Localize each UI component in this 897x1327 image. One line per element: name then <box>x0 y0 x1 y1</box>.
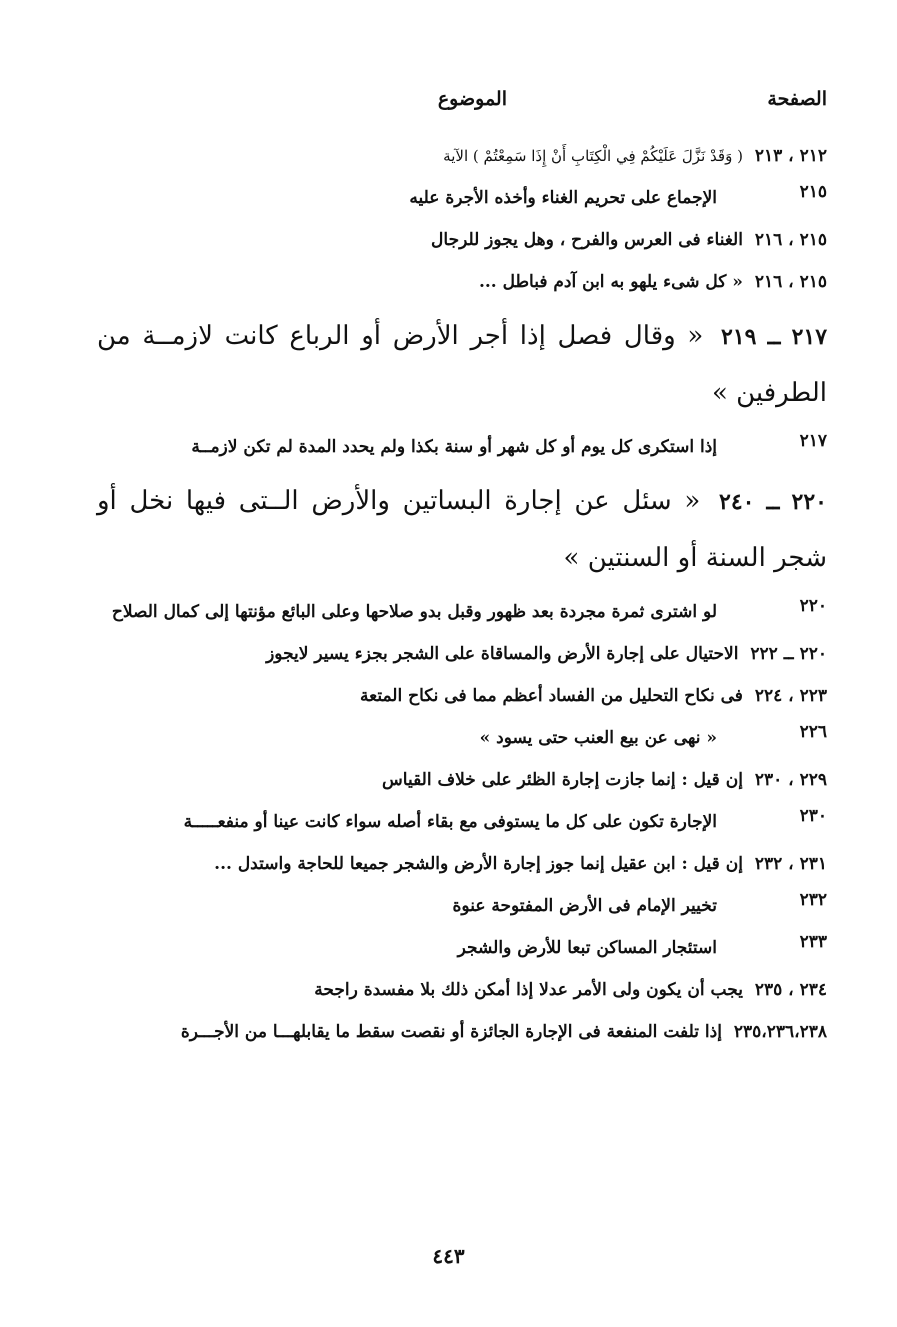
entry-pages: ٢١٥ <box>799 182 827 202</box>
index-entry <box>97 890 827 922</box>
entry-pages: ٢٢٠ ــ ٢٢٢ <box>750 644 827 664</box>
entry-text: الإجماع على تحريم الغناء وأخذه الأجرة عليه <box>409 188 717 208</box>
index-entry <box>97 680 827 712</box>
entry-pages: ٢١٥ ، ٢١٦ <box>754 230 827 250</box>
entry-pages: ٢٢٣ ، ٢٢٤ <box>754 686 827 706</box>
index-entry <box>97 224 827 256</box>
entry-text: « كل شىء يلهو به ابن آدم فباطل ... <box>478 272 743 292</box>
entry-pages: ٢٣٢ <box>799 890 827 910</box>
index-entry <box>97 182 827 214</box>
index-entry <box>97 596 827 628</box>
entry-text: إذا استكرى كل يوم أو كل شهر أو سنة بكذا ولم يحدد المدة لم تكن لازمــة <box>191 437 717 457</box>
entry-pages: ٢٣١ ، ٢٣٢ <box>754 854 827 874</box>
entry-pages: ٢٢٩ ، ٢٣٠ <box>754 770 827 790</box>
entry-text: « نهى عن بيع العنب حتى يسود » <box>479 728 717 748</box>
entry-text: الغناء فى العرس والفرح ، وهل يجوز للرجال <box>431 230 743 250</box>
index-entry <box>97 308 827 421</box>
entry-text: ( وَقَدْ نَزَّلَ عَلَيْكُمْ فِي الْكِتَابِ أَنْ إِذَا سَمِعْتُمْ ) الآية <box>443 147 743 165</box>
index-entry <box>97 848 827 880</box>
entry-text: « وقال فصل إذا أجر الأرض أو الرباع كانت لازمــة من الطرفين » <box>97 321 827 408</box>
entry-text: الاحتيال على إجارة الأرض والمساقاة على الشجر بجزء يسير لايجوز <box>266 644 739 664</box>
index-entry <box>97 932 827 964</box>
entry-text: الإجارة تكون على كل ما يستوفى مع بقاء أصله سواء كانت عينا أو منفعـــــة <box>183 812 717 832</box>
topic-column-label: الموضوع <box>437 88 507 110</box>
index-entry <box>97 266 827 298</box>
entry-pages: ٢٢٠ ــ ٢٤٠ <box>719 489 827 515</box>
index-entry <box>97 764 827 796</box>
index-entry <box>97 1016 827 1048</box>
entry-pages: ٢١٧ <box>799 431 827 451</box>
entry-pages: ٢١٧ ــ ٢١٩ <box>721 324 828 350</box>
index-entry <box>97 722 827 754</box>
index-entry <box>97 638 827 670</box>
page-column-label: الصفحة <box>767 88 827 110</box>
entry-pages: ٢٣٣ <box>799 932 827 952</box>
entry-text: « سئل عن إجارة البساتين والأرض الــتى فيها نخل أو شجر السنة أو السنتين » <box>97 486 827 573</box>
index-entry <box>97 974 827 1006</box>
index-entries <box>97 140 827 1058</box>
entry-pages: ٢١٥ ، ٢١٦ <box>754 272 827 292</box>
index-entry <box>97 140 827 172</box>
entry-pages: ٢١٢ ، ٢١٣ <box>754 146 827 166</box>
index-entry <box>97 473 827 586</box>
entry-pages: ٢٣٥،٢٣٦،٢٣٨ <box>733 1022 827 1042</box>
entry-text: فى نكاح التحليل من الفساد أعظم مما فى نكاح المتعة <box>360 686 743 706</box>
entry-text: إن قيل : إنما جازت إجارة الظئر على خلاف القياس <box>382 770 743 790</box>
entry-pages: ٢٣٠ <box>799 806 827 826</box>
entry-text: إن قيل : ابن عقيل إنما جوز إجارة الأرض والشجر جميعا للحاجة واستدل ... <box>214 854 743 874</box>
entry-text: لو اشترى ثمرة مجردة بعد ظهور وقبل بدو صلاحها وعلى البائع مؤنتها إلى كمال الصلاح <box>111 602 717 622</box>
entry-text: يجب أن يكون ولى الأمر عدلا إذا أمكن ذلك بلا مفسدة راجحة <box>314 980 743 1000</box>
entry-pages: ٢٢٠ <box>799 596 827 616</box>
entry-text: استئجار المساكن تبعا للأرض والشجر <box>457 938 717 958</box>
entry-pages: ٢٣٤ ، ٢٣٥ <box>754 980 827 1000</box>
entry-pages: ٢٢٦ <box>799 722 827 742</box>
index-entry <box>97 806 827 838</box>
column-header <box>80 88 827 118</box>
page-number: ٤٤٣ <box>432 1244 465 1268</box>
entry-text: تخيير الإمام فى الأرض المفتوحة عنوة <box>452 896 717 916</box>
index-entry <box>97 431 827 463</box>
entry-text: إذا تلفت المنفعة فى الإجارة الجائزة أو نقصت سقط ما يقابلهـــا من الأجـــرة <box>180 1022 722 1042</box>
